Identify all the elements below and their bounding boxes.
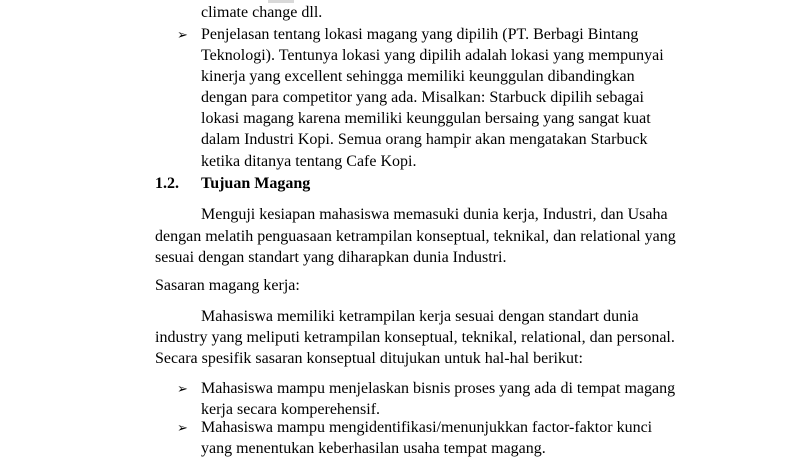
arrow-bullet-icon: ➢ [177,381,188,396]
bullet-line: ketika ditanya tentang Cafe Kopi. [201,153,417,170]
section-number: 1.2. [155,175,179,192]
bullet-line: kerja secara komperehensif. [201,401,381,418]
bullet-line: Mahasiswa mampu menjelaskan bisnis proses yang ada di tempat magang [201,380,676,397]
bullet-line: Penjelasan tentang lokasi magang yang dipilih (PT. Berbagi Bintang [201,26,639,43]
arrow-bullet-icon: ➢ [177,27,188,42]
sasaran-label: Sasaran magang kerja: [155,277,300,294]
paragraph-line: Mahasiswa memiliki ketrampilan kerja sesuai dengan standart dunia [201,308,639,325]
paragraph-line: Secara spesifik sasaran konseptual ditujukan untuk hal-hal berikut: [155,350,583,367]
bullet-line: kinerja yang excellent sehingga memiliki keunggulan dibandingkan [201,68,635,85]
paragraph-line: sesuai dengan standart yang diharapkan dunia Industri. [155,249,507,266]
bullet-line: climate change dll. [201,4,323,21]
arrow-bullet-icon: ➢ [177,420,188,435]
bullet-line: Mahasiswa mampu mengidentifikasi/menunjukkan factor-faktor kunci [201,419,653,436]
paragraph-line: dengan melatih penguasaan ketrampilan konseptual, teknikal, dan relational yang [155,228,676,245]
bullet-line: yang menentukan keberhasilan usaha tempat magang. [201,440,546,457]
bullet-line: lokasi magang karena memiliki keunggulan bersaing yang sangat kuat [201,110,651,127]
bullet-line: dengan para competitor yang ada. Misalkan: Starbuck dipilih sebagai [201,89,644,106]
bullet-line: Teknologi). Tentunya lokasi yang dipilih adalah lokasi yang mempunyai [201,47,664,64]
section-title: Tujuan Magang [201,175,311,192]
bullet-line: dalam Industri Kopi. Semua orang hampir akan mengatakan Starbuck [201,131,648,148]
paragraph-line: industry yang meliputi ketrampilan konseptual, teknikal, relational, dan personal. [155,329,675,346]
paragraph-line: Menguji kesiapan mahasiswa memasuki dunia kerja, Industri, dan Usaha [201,206,668,223]
